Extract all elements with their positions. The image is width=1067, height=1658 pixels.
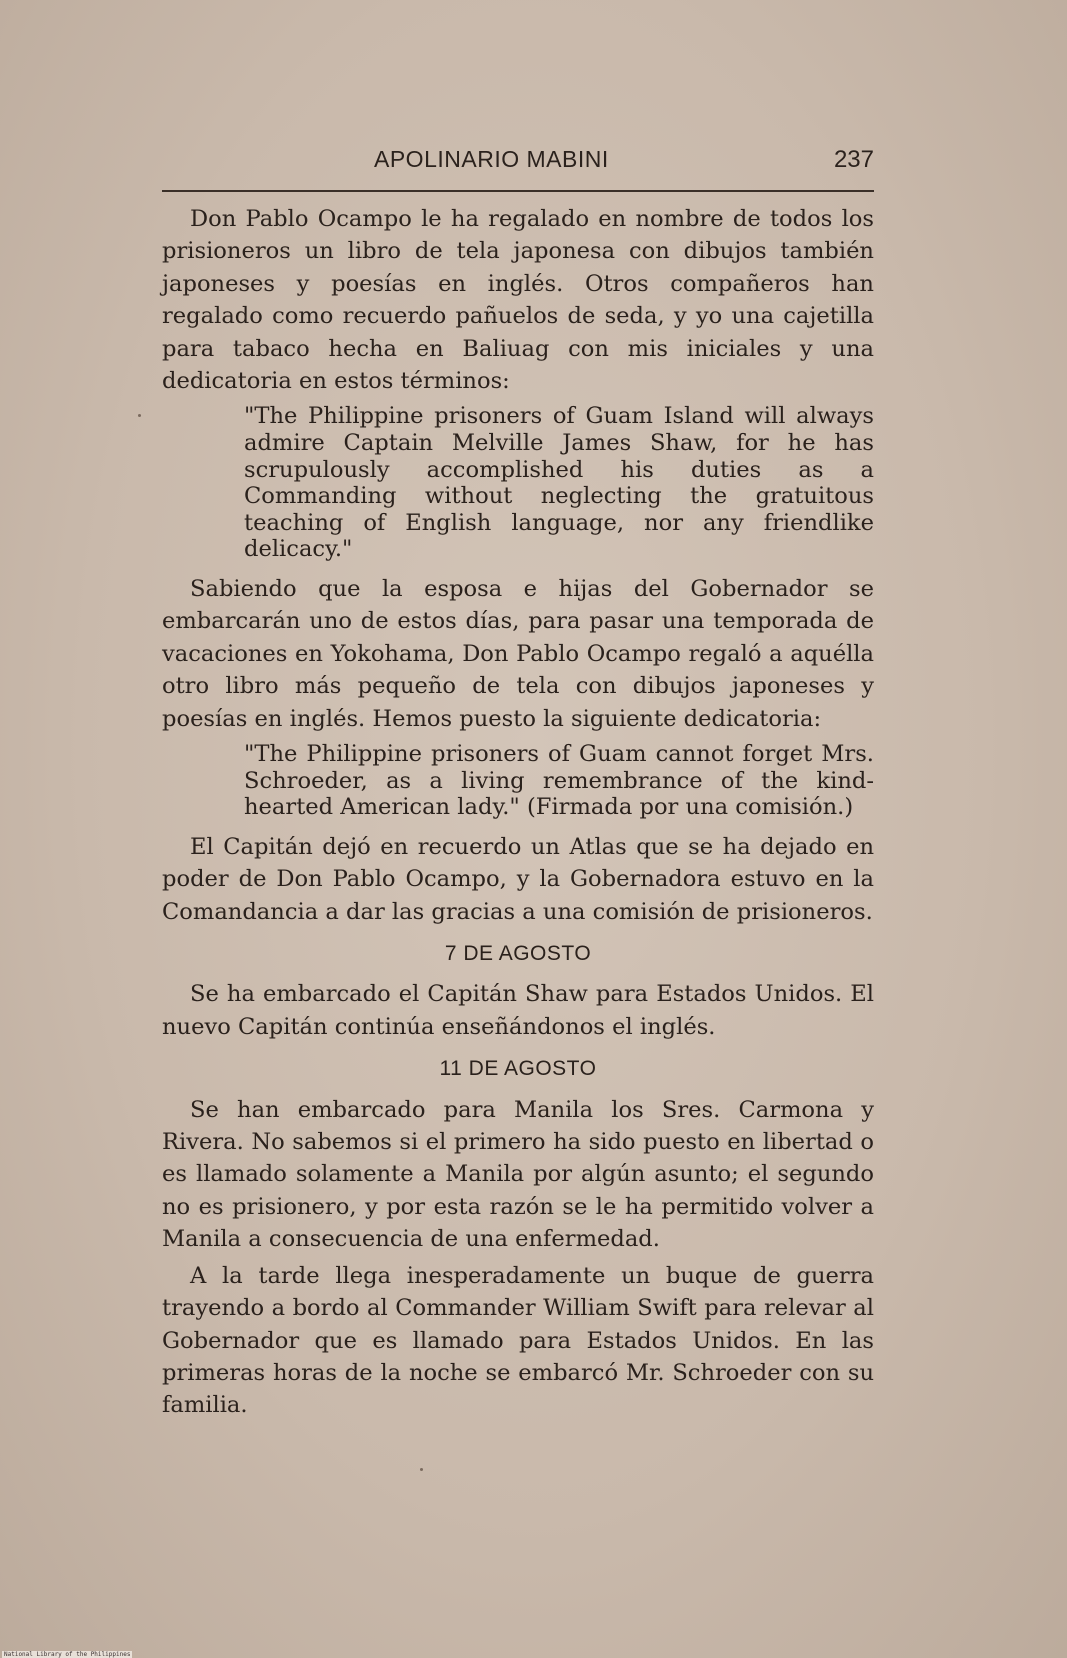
paragraph: Sabiendo que la esposa e hijas del Gobernador se embarcarán uno de estos días, para pasar una temporada de vacaciones en Yokohama, Don Pablo Ocampo regaló a aquélla otro libro más pequeño de tela con dibujos japoneses y poesías en inglés. Hemos puesto la siguiente dedicatoria: <box>162 576 874 732</box>
section-heading: 7 DE AGOSTO <box>444 942 592 966</box>
paragraph: Se ha embarcado el Capitán Shaw para Estados Unidos. El nuevo Capitán continúa enseñándonos el inglés. <box>162 981 874 1040</box>
paper-speck <box>138 414 141 417</box>
paragraph: Se han embarcado para Manila los Sres. Carmona y Rivera. No sabemos si el primero ha sido puesto en libertad o es llamado solamente a Manila por algún asunto; el segundo no es prisionero, y por esta razón se le ha permitido volver a Manila a consecuencia de una enfermedad. <box>162 1096 874 1253</box>
body-text <box>162 203 874 1422</box>
page-header <box>162 146 874 186</box>
paragraph: A la tarde llega inesperadamente un buque de guerra trayendo a bordo al Commander William Swift para relevar al Gobernador que es llamado para Estados Unidos. En las primeras horas de la noche se embarcó Mr. Schroeder con su familia. <box>162 1262 874 1419</box>
paragraph: Don Pablo Ocampo le ha regalado en nombre de todos los prisioneros un libro de tela japonesa con dibujos también japoneses y poesías en inglés. Otros compañeros han regalado como recuerdo pañuelos de seda, y yo una cajetilla para tabaco hecha en Baliuag con mis iniciales y una dedicatoria en estos términos: <box>162 206 874 395</box>
section-heading: 11 DE AGOSTO <box>439 1057 597 1081</box>
paper-speck <box>420 1468 423 1471</box>
running-title: APOLINARIO MABINI <box>374 146 609 172</box>
quotation: "The Philippine prisoners of Guam cannot forget Mrs. Schroeder, as a living remembrance of the kind-hearted American lady." (Firmada por una comisión.) <box>244 741 874 821</box>
header-rule <box>162 190 874 192</box>
footer-credit: National Library of the Philippines <box>4 1651 131 1658</box>
page-number: 237 <box>833 146 874 173</box>
quotation: "The Philippine prisoners of Guam Island will always admire Captain Melville James Shaw, for he has scrupulously accomplished his duties as a Commanding without neglecting the gratuitous teaching of English language, nor any friendlike delicacy." <box>244 403 874 563</box>
paragraph: El Capitán dejó en recuerdo un Atlas que se ha dejado en poder de Don Pablo Ocampo, y la Gobernadora estuvo en la Comandancia a dar las gracias a una comisión de prisioneros. <box>162 833 874 925</box>
